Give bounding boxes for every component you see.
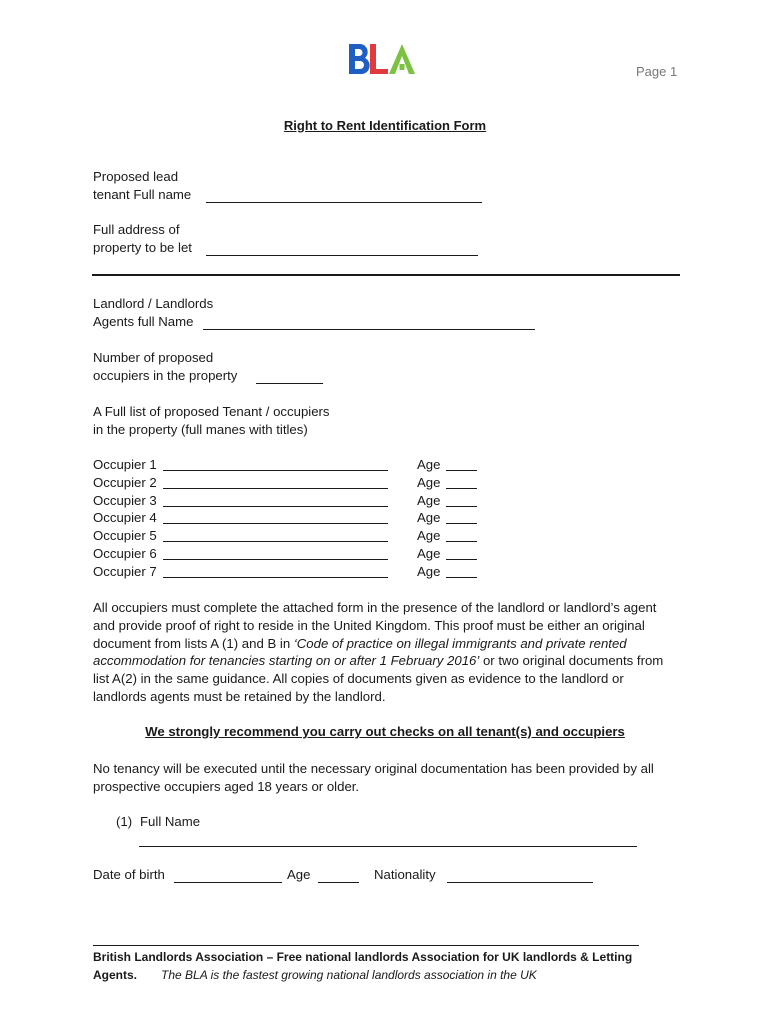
code-of-practice-title: ‘Code of practice on illegal immigrants and private rented accommodation for tenancies starting on or after 1 February 2016’: [93, 635, 627, 669]
landlord-label-2: Agents full Name: [93, 314, 194, 329]
instructions-text-a: All occupiers must complete the attached form in the presence of the landlord or landlord’s agent and provide proof of right to reside in the United Kingdom. This proof must be either an original document from lists A (1) and B in: [93, 600, 657, 651]
footer-divider: [93, 945, 639, 946]
occupier-label: Occupier 1: [93, 457, 157, 472]
recommendation-heading: We strongly recommend you carry out checks on all tenant(s) and occupiers: [145, 724, 625, 739]
occupier-label: Occupier 2: [93, 475, 157, 490]
dob-label: Date of birth: [93, 867, 165, 882]
person-age-field[interactable]: [318, 868, 359, 883]
occupier-name-field[interactable]: [163, 470, 388, 471]
occupier-row: [93, 493, 493, 511]
section-divider: [92, 274, 680, 276]
age-label: Age: [417, 546, 441, 561]
page-number: Page 1: [636, 64, 678, 79]
occupier-label: Occupier 7: [93, 564, 157, 579]
age-label: Age: [417, 510, 441, 525]
occupier-list-intro-1: A Full list of proposed Tenant / occupiers: [93, 404, 330, 419]
occupier-label: Occupier 5: [93, 528, 157, 543]
dob-field[interactable]: [174, 868, 282, 883]
occupier-name-field[interactable]: [163, 506, 388, 507]
property-address-field[interactable]: [206, 241, 478, 256]
age-field[interactable]: [446, 541, 477, 542]
occupiers-count-label-2: occupiers in the property: [93, 368, 238, 383]
occupier-list-intro-2: in the property (full manes with titles): [93, 422, 308, 437]
age-field[interactable]: [446, 506, 477, 507]
occupier-row: [93, 510, 493, 528]
age-label: Age: [417, 457, 441, 472]
age-field[interactable]: [446, 577, 477, 578]
occupier-name-field[interactable]: [163, 541, 388, 542]
lead-tenant-label-2: tenant Full name: [93, 187, 192, 202]
lead-tenant-label-1: Proposed lead: [93, 169, 179, 184]
occupier-row: [93, 457, 493, 475]
instructions-text-b: or two original documents from list A(2) in the same guidance. All copies of documents given as evidence to the landlord or landlords agents must be retained by the landlord.: [93, 653, 664, 704]
lead-tenant-name-field[interactable]: [206, 188, 482, 203]
age-label: Age: [417, 475, 441, 490]
age-label: Age: [417, 493, 441, 508]
bla-logo: [347, 42, 419, 78]
occupier-label: Occupier 6: [93, 546, 157, 561]
item-number: (1): [116, 814, 133, 829]
landlord-label-1: Landlord / Landlords: [93, 296, 214, 311]
form-title: Right to Rent Identification Form: [283, 118, 487, 133]
age-field[interactable]: [446, 559, 477, 560]
address-label-2: property to be let: [93, 240, 192, 255]
occupier-name-field[interactable]: [163, 488, 388, 489]
footer-association-line: British Landlords Association – Free national landlords Association for UK landlords & Letting: [93, 950, 633, 964]
age-field[interactable]: [446, 523, 477, 524]
full-name-field[interactable]: [139, 832, 637, 847]
footer-tagline-text: The BLA is the fastest growing national landlords association in the UK: [161, 968, 537, 982]
occupier-row: [93, 528, 493, 546]
nationality-field[interactable]: [447, 868, 593, 883]
age-field[interactable]: [446, 470, 477, 471]
occupier-row: [93, 475, 493, 493]
age-label: Age: [417, 528, 441, 543]
footer-tagline: [93, 968, 537, 982]
occupier-name-field[interactable]: [163, 523, 388, 524]
footer-agents: Agents.: [93, 968, 138, 982]
address-label-1: Full address of: [93, 222, 180, 237]
occupier-name-field[interactable]: [163, 577, 388, 578]
occupier-name-field[interactable]: [163, 559, 388, 560]
occupier-row: [93, 546, 493, 564]
occupiers-count-field[interactable]: [256, 369, 323, 384]
instructions-paragraph: [93, 599, 678, 706]
occupier-row: [93, 564, 493, 582]
tenancy-condition-paragraph: No tenancy will be executed until the necessary original documentation has been provided by all prospective occupiers aged 18 years or older.: [93, 761, 654, 794]
landlord-name-field[interactable]: [203, 315, 535, 330]
age-field[interactable]: [446, 488, 477, 489]
occupiers-count-label-1: Number of proposed: [93, 350, 214, 365]
occupier-label: Occupier 4: [93, 510, 157, 525]
nationality-label: Nationality: [374, 867, 436, 882]
occupier-label: Occupier 3: [93, 493, 157, 508]
age-label: Age: [417, 564, 441, 579]
person-age-label: Age: [287, 867, 311, 882]
full-name-label: Full Name: [140, 814, 201, 829]
